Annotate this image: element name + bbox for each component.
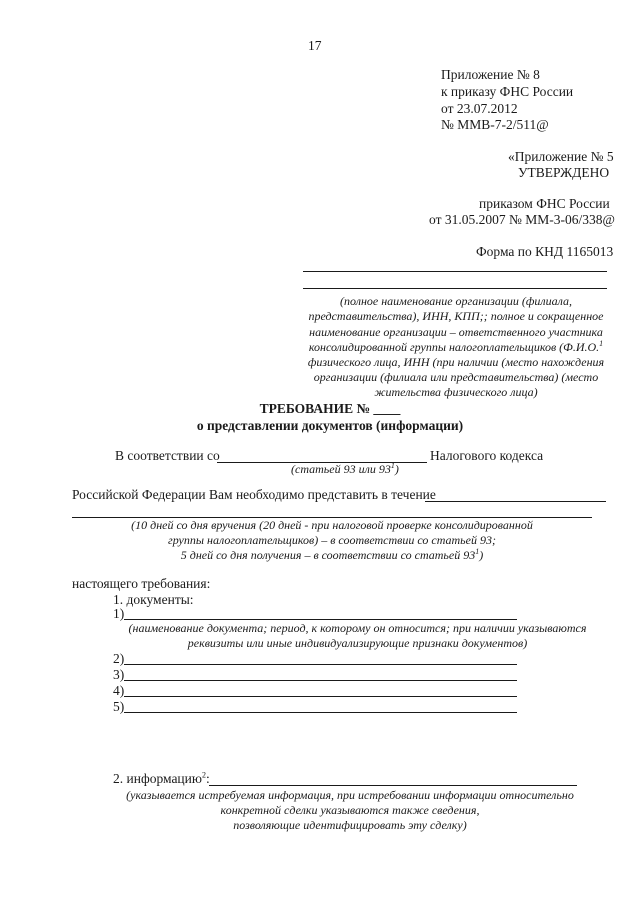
document-field[interactable] [124, 712, 517, 713]
document-field[interactable] [124, 696, 517, 697]
page-number: 17 [308, 38, 322, 53]
list-item: 4) [113, 683, 125, 698]
approval-line: «Приложение № 5 [508, 149, 614, 164]
documents-hint: (наименование документа; период, к которому он относится; при наличии указываются [128, 621, 587, 635]
hint-line: позволяющие идентифицировать эту сделку) [233, 818, 467, 832]
list-item: 2) [113, 651, 125, 666]
document-title: ТРЕБОВАНИЕ № ____ [259, 401, 401, 416]
appendix-line: № ММВ-7-2/511@ [441, 117, 549, 132]
approval-line: приказом ФНС России [479, 196, 610, 211]
hint-line: наименование организации – ответственного участника [309, 325, 603, 339]
information-label: 2. информацию$^2$: [113, 770, 210, 786]
hint-line: (10 дней со дня вручения (20 дней - при налоговой проверке консолидированной [131, 518, 533, 532]
hint-line: физического лица, ИНН (при наличии (место нахождения [307, 355, 605, 369]
hint-line: конкретной сделки указываются также сведения, [220, 803, 480, 817]
of-this-demand: настоящего требования: [72, 576, 211, 591]
document-field[interactable] [124, 680, 517, 681]
documents-hint: реквизиты или иные индивидуализирующие признаки документов) [187, 636, 528, 650]
document-field[interactable] [124, 619, 517, 620]
list-item: 1) [113, 606, 125, 621]
information-field[interactable] [209, 785, 577, 786]
hint-line: консолидированной группы налогоплательщиков (Ф.И.О.$^1$ [308, 339, 604, 354]
addressee-line [303, 271, 607, 272]
basis-hint: (статьей 93 или $93^1$) [291, 461, 399, 476]
list-item: 3) [113, 667, 125, 682]
appendix-line: Приложение № 8 [441, 67, 540, 82]
documents-heading: 1. документы: [113, 592, 194, 607]
basis-prefix: В соответствии со [115, 448, 220, 463]
appendix-line: к приказу ФНС России [441, 84, 574, 99]
basis-suffix: Налогового кодекса [430, 448, 544, 463]
hint-line: (указывается истребуемая информация, при истребовании информации относительно [126, 788, 574, 802]
approval-line: УТВЕРЖДЕНО [518, 165, 610, 180]
document-field[interactable] [124, 664, 517, 665]
deadline-text: Российской Федерации Вам необходимо представить в течение [72, 487, 436, 502]
hint-line: (полное наименование организации (филиала, [340, 294, 572, 308]
document-subtitle: о представлении документов (информации) [196, 418, 464, 433]
hint-line: 5 дней со дня получения – в соответствии со статьей $93^1$) [180, 547, 484, 562]
hint-line: организации (филиала или представительства) (место [313, 370, 599, 384]
list-item: 5) [113, 699, 125, 714]
appendix-line: от 23.07.2012 [441, 101, 518, 116]
approval-line: от 31.05.2007 № ММ-3-06/338@ [429, 212, 615, 227]
hint-line: жительства физического лица) [374, 385, 538, 399]
form-code: Форма по КНД 1165013 [476, 244, 614, 259]
hint-line: группы налогоплательщиков) – в соответствии со статьей 93; [168, 533, 496, 547]
hint-line: представительства), ИНН, КПП;; полное и сокращенное [308, 309, 604, 323]
addressee-line [303, 288, 607, 289]
deadline-field[interactable] [425, 501, 606, 502]
